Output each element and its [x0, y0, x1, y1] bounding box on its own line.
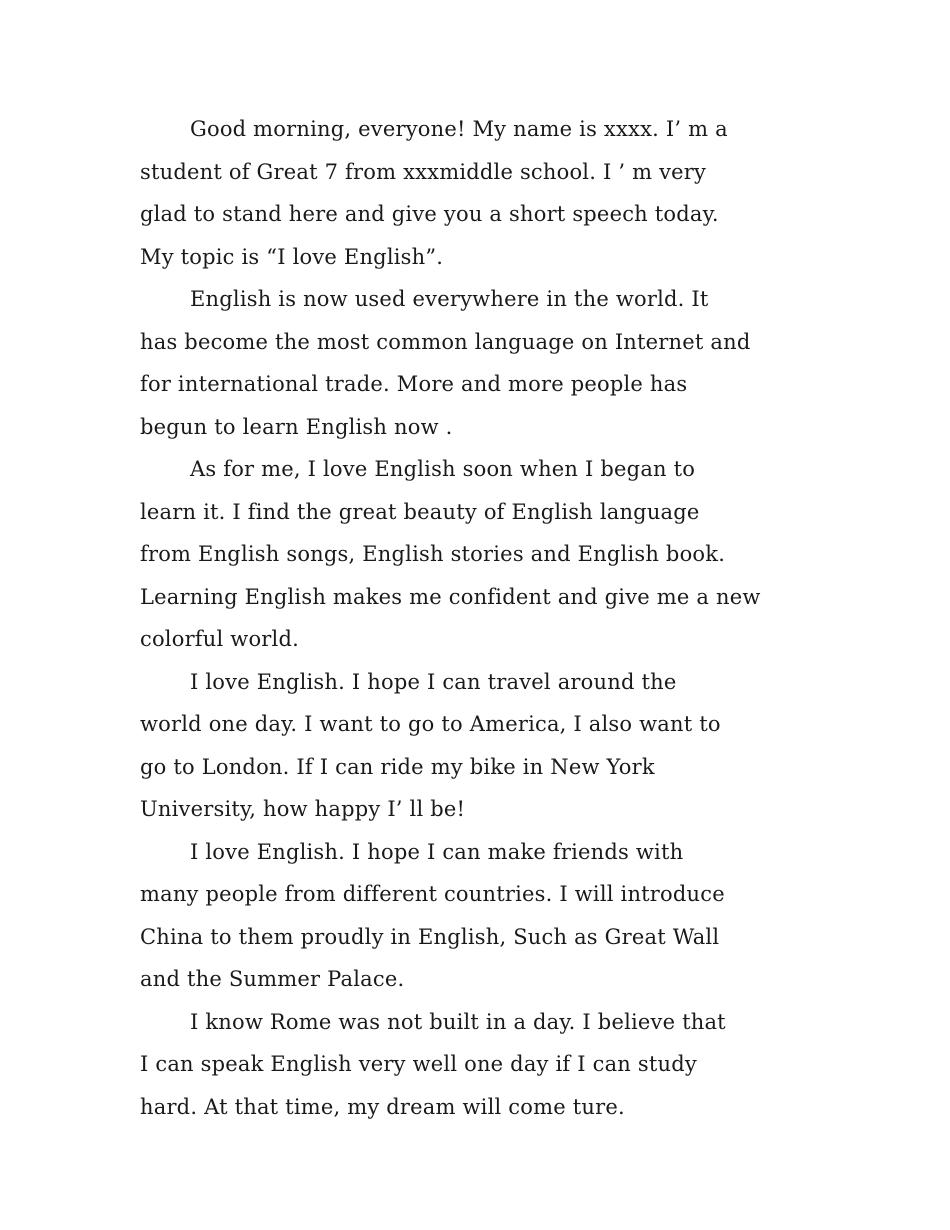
paragraph-4 — [140, 661, 820, 831]
paragraph-line: learn it. I find the great beauty of English language — [140, 499, 700, 524]
paragraph-line: for international trade. More and more people has — [140, 372, 688, 396]
paragraph-line: colorful world. — [140, 627, 299, 651]
paragraph-line: go to London. If I can ride my bike in New York — [140, 754, 655, 779]
paragraph-line: Good morning, everyone! My name is xxxx. I’ m a — [190, 117, 728, 141]
paragraph-line: University, how happy I’ ll be! — [140, 797, 466, 821]
paragraph-line: student of Great 7 from xxxmiddle school. I ’ m very — [140, 159, 707, 184]
paragraph-line: I know Rome was not built in a day. I believe that — [190, 1009, 726, 1034]
paragraph-line: My topic is “I love English”. — [140, 244, 444, 269]
paragraph-5 — [140, 831, 820, 1001]
paragraph-3 — [140, 448, 820, 661]
paragraph-1 — [140, 108, 820, 278]
paragraph-line: As for me, I love English soon when I began to — [190, 457, 696, 481]
speech-text — [140, 108, 820, 1128]
paragraph-line: English is now used everywhere in the world. It — [190, 287, 709, 311]
paragraph-line: hard. At that time, my dream will come ture. — [140, 1094, 625, 1119]
paragraph-line: and the Summer Palace. — [140, 967, 405, 991]
paragraph-line: Learning English makes me confident and give me a new — [140, 584, 761, 609]
paragraph-2 — [140, 278, 820, 448]
paragraph-line: begun to learn English now . — [140, 414, 453, 439]
paragraph-line: has become the most common language on Internet and — [140, 329, 751, 354]
paragraph-line: many people from different countries. I will introduce — [140, 882, 725, 906]
paragraph-line: from English songs, English stories and English book. — [140, 542, 726, 566]
paragraph-line: I love English. I hope I can travel around the — [190, 669, 677, 694]
paragraph-line: glad to stand here and give you a short speech today. — [140, 202, 719, 226]
paragraph-line: I can speak English very well one day if I can study — [140, 1052, 697, 1076]
paragraph-line: China to them proudly in English, Such as Great Wall — [140, 924, 720, 949]
paragraph-line: world one day. I want to go to America, I also want to — [140, 712, 721, 736]
paragraph-6 — [140, 1001, 820, 1129]
paragraph-line: I love English. I hope I can make friends with — [190, 839, 684, 864]
